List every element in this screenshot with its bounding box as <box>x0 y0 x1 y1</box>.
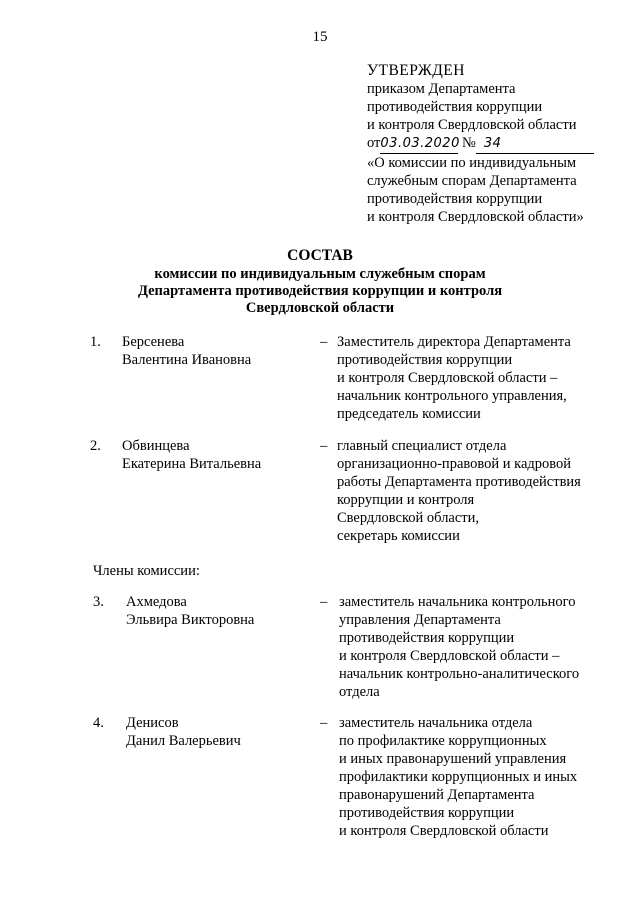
member-number: 4. <box>93 715 104 731</box>
order-title-line: противодействия коррупции <box>367 191 543 207</box>
member-number: 1. <box>90 334 101 350</box>
role-line: профилактики коррупционных и иных <box>339 769 578 785</box>
role-line: работы Департамента противодействия <box>337 474 581 490</box>
member-role <box>337 333 607 423</box>
member-given-names: Эльвира Викторовна <box>126 612 255 628</box>
approved-title: УТВЕРЖДЕН <box>367 62 465 79</box>
number-sign: № <box>462 135 476 151</box>
member-surname: Денисов <box>126 715 179 731</box>
handwritten-date: 03.03.2020 <box>380 135 458 154</box>
role-line: и контроля Свердловской области – <box>337 370 558 386</box>
role-line: заместитель начальника отдела <box>339 715 533 731</box>
role-line: секретарь комиссии <box>337 528 460 544</box>
dash: – <box>320 715 328 731</box>
role-line: противодействия коррупции <box>339 630 515 646</box>
role-line: Свердловской области, <box>337 510 480 526</box>
role-line: председатель комиссии <box>337 406 481 422</box>
role-line: по профилактике коррупционных <box>339 733 547 749</box>
member-given-names: Валентина Ивановна <box>122 352 252 368</box>
members-label: Члены комиссии: <box>93 563 200 579</box>
order-title-line: «О комиссии по индивидуальным <box>367 155 577 171</box>
role-line: противодействия коррупции <box>337 352 513 368</box>
member-surname: Обвинцева <box>122 438 190 454</box>
role-line: и иных правонарушений управления <box>339 751 567 767</box>
dash: – <box>320 594 328 610</box>
member-name <box>126 593 254 629</box>
handwritten-number: 34 <box>476 135 594 154</box>
role-line: и контроля Свердловской области – <box>339 648 560 664</box>
approval-block <box>367 62 627 226</box>
role-line: начальник контрольного управления, <box>337 388 567 404</box>
member-role <box>339 593 609 701</box>
role-line: Заместитель директора Департамента <box>337 334 571 350</box>
member-role <box>339 714 609 840</box>
role-line: начальник контрольно-аналитического <box>339 666 580 682</box>
heading-line: комиссии по индивидуальным служебным спорам <box>154 266 486 282</box>
role-line: коррупции и контроля <box>337 492 475 508</box>
member-number: 2. <box>90 438 101 454</box>
page-number: 15 <box>312 29 328 45</box>
approval-line: и контроля Свердловской области <box>367 117 577 133</box>
role-line: противодействия коррупции <box>339 805 515 821</box>
heading-title: СОСТАВ <box>287 247 353 264</box>
member-given-names: Екатерина Витальевна <box>122 456 262 472</box>
member-number: 3. <box>93 594 104 610</box>
order-date-number-line <box>367 134 627 154</box>
order-title-line: и контроля Свердловской области» <box>367 209 584 225</box>
role-line: и контроля Свердловской области <box>339 823 549 839</box>
member-name <box>122 333 251 369</box>
dash: – <box>320 438 328 454</box>
document-heading <box>0 247 640 317</box>
role-line: управления Департамента <box>339 612 501 628</box>
role-line: заместитель начальника контрольного <box>339 594 576 610</box>
from-prefix: от <box>367 135 381 151</box>
role-line: правонарушений Департамента <box>339 787 535 803</box>
role-line: отдела <box>339 684 380 700</box>
role-line: организационно-правовой и кадровой <box>337 456 572 472</box>
heading-line: Свердловской области <box>245 300 395 316</box>
approval-line: приказом Департамента <box>367 81 516 97</box>
member-name <box>122 437 261 473</box>
member-given-names: Данил Валерьевич <box>126 733 241 749</box>
approval-line: противодействия коррупции <box>367 99 543 115</box>
member-name <box>126 714 241 750</box>
member-surname: Ахмедова <box>126 594 187 610</box>
member-surname: Берсенева <box>122 334 185 350</box>
heading-line: Департамента противодействия коррупции и контроля <box>137 283 503 299</box>
dash: – <box>320 334 328 350</box>
role-line: главный специалист отдела <box>337 438 507 454</box>
member-role <box>337 437 607 545</box>
order-title-line: служебным спорам Департамента <box>367 173 577 189</box>
